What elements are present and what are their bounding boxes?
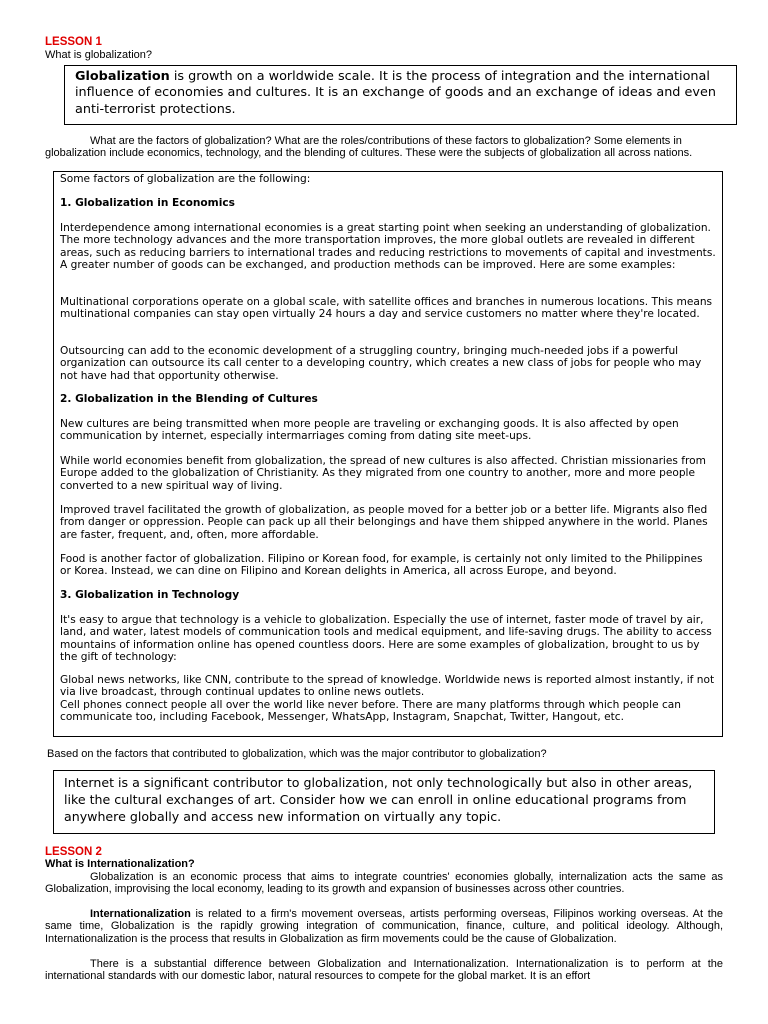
lesson-2-paragraph-2: [45, 908, 723, 945]
definition-body: is growth on a worldwide scale. It is the process of integration and the international influence of economies and cultures. It is an exchange of goods and an exchange of ideas and even anti-terrorist protections.: [75, 69, 716, 117]
answer-text: Internet is a significant contributor to globalization, not only technologically but also in other areas, like the cultural exchanges of art. Consider how we can enroll in online educational programs from anywhere globally and access new information on virtually any topic.: [64, 775, 693, 824]
lesson-2-label: LESSON 2: [45, 846, 102, 858]
internationalization-body: is related to a firm's movement overseas, artists performing overseas, Filipinos working overseas. At the same time, Globalization is the rapidly growing integration of communication, finance, culture, and political ideology. Although, Internationalization is the process that results in Globalization as firm movements could be the cause of Globalization.: [45, 908, 723, 945]
heading-cultures: 2. Globalization in the Blending of Cultures: [60, 393, 318, 405]
factors-intro: What are the factors of globalization? What are the roles/contributions of these factors to globalization? Some elements in globalization include economics, technology, and the blending of cultures. These were the subjects of globalization all across nations.: [45, 135, 693, 160]
multinational-paragraph: Multinational corporations operate on a global scale, with satellite offices and branches in numerous locations. This means multinational companies can stay open virtually 24 hours a day and service customers no matter where they're located.: [60, 296, 713, 321]
definition-term: Globalization: [75, 69, 170, 84]
heading-technology: 3. Globalization in Technology: [60, 589, 240, 601]
answer-box: [53, 770, 715, 834]
lesson-1-label: LESSON 1: [45, 36, 102, 48]
missionaries-paragraph: While world economies benefit from globalization, the spread of new cultures is also affected. Christian missionaries from Europe added to the globalization of Christianity. As they migrated from one country to another, more and more people converted to a new spiritual way of living.: [60, 455, 706, 492]
definition-text: [75, 69, 726, 118]
lesson-1-question: What is globalization?: [45, 49, 153, 61]
lesson-2-paragraph-3: There is a substantial difference between Globalization and Internationalization. Internationalization is to perform at the international standards with our domestic labor, natural resources to compete for the global market. It is an effort: [45, 958, 723, 983]
cultures-paragraph: New cultures are being transmitted when more people are traveling or exchanging goods. It is also affected by open communication by internet, especially intermarriages coming from dating site meet-ups.: [60, 418, 679, 443]
economics-paragraph: Interdependence among international economies is a great starting point when seeking an understanding of globalization. The more technology advances and the more transportation improves, the more global outlets are revealed in different areas, such as reducing barriers to international trades and reducing restrictions to movements of capital and investments. A greater number of goods can be exchanged, and production methods can be improved. Here are some examples:: [60, 222, 716, 271]
outsourcing-paragraph: Outsourcing can add to the economic development of a struggling country, bringing much-needed jobs if a powerful organization can outsource its call center to a developing country, which creates a new class of jobs for people who may not have had that opportunity otherwise.: [60, 345, 702, 382]
news-paragraph: Global news networks, like CNN, contribute to the spread of knowledge. Worldwide news is reported almost instantly, if not via live broadcast, through continual updates to online news outlets.: [60, 674, 715, 699]
lesson-2-paragraph-1: Globalization is an economic process that aims to integrate countries' economies globally, internalization acts the same as Globalization, improvising the local economy, leading to its growth and expansion of businesses across other countries.: [45, 871, 723, 896]
technology-paragraph: It's easy to argue that technology is a vehicle to globalization. Especially the use of internet, faster mode of travel by air, land, and water, latest models of communication tools and medical equipment, and life-saving drugs. The ability to access mountains of information online has opened countless doors. Here are some examples of globalization, brought to us by the gift of technology:: [60, 614, 712, 663]
travel-paragraph: Improved travel facilitated the growth of globalization, as people moved for a better job or a better life. Migrants also fled from danger or oppression. People can pack up all their belongings and have them shipped anywhere in the world. Planes are faster, frequent, and, often, more affordable.: [60, 504, 708, 541]
lesson-2-question: What is Internationalization?: [45, 858, 195, 870]
internationalization-term: Internationalization: [90, 908, 191, 920]
factors-box: [53, 171, 723, 737]
contributor-question: Based on the factors that contributed to globalization, which was the major contributor to globalization?: [47, 748, 547, 760]
definition-box: [64, 65, 737, 125]
food-paragraph: Food is another factor of globalization. Filipino or Korean food, for example, is certainly not only limited to the Philippines or Korea. Instead, we can dine on Filipino and Korean delights in America, all across Europe, and beyond.: [60, 553, 703, 578]
cellphones-paragraph: Cell phones connect people all over the world like never before. There are many platforms through which people can communicate too, including Facebook, Messenger, WhatsApp, Instagram, Snapchat, Twitter, Hangout, etc.: [60, 699, 682, 724]
heading-economics: 1. Globalization in Economics: [60, 197, 235, 209]
factors-lead: Some factors of globalization are the following:: [60, 173, 311, 185]
